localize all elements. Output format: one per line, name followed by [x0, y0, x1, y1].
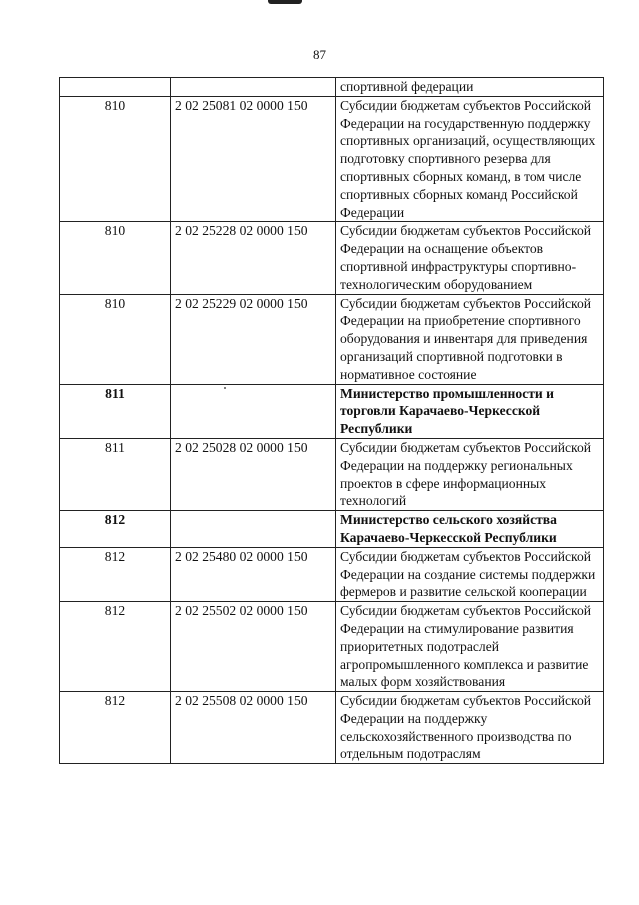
page-number: 87: [313, 47, 326, 62]
admin-code-cell: 810: [60, 96, 171, 222]
description-cell: Субсидии бюджетам субъектов Российской Федерации на оснащение объектов спортивной инфраструктуры спортивно-технологическим оборудованием: [336, 222, 604, 294]
admin-code-cell: 812: [60, 547, 171, 601]
income-code-cell: 2 02 25502 02 0000 150: [171, 602, 336, 692]
budget-classification-table: [59, 77, 604, 764]
income-code-cell: 2 02 25508 02 0000 150: [171, 692, 336, 764]
income-code-cell: [171, 511, 336, 548]
income-code-cell: [171, 384, 336, 438]
table-row: [60, 222, 604, 294]
section-header-row: [60, 384, 604, 438]
admin-code-cell: [60, 78, 171, 97]
description-cell: Министерство сельского хозяйства Карачаево-Черкесской Республики: [336, 511, 604, 548]
income-code-cell: 2 02 25480 02 0000 150: [171, 547, 336, 601]
scan-speck: [224, 387, 226, 389]
description-cell: Субсидии бюджетам субъектов Российской Федерации на приобретение спортивного оборудования и инвентаря для приведения организаций спортивной подготовки в нормативное состояние: [336, 294, 604, 384]
admin-code-cell: 812: [60, 692, 171, 764]
admin-code-cell: 811: [60, 438, 171, 510]
income-code-cell: [171, 78, 336, 97]
income-code-cell: 2 02 25081 02 0000 150: [171, 96, 336, 222]
admin-code-cell: 810: [60, 294, 171, 384]
table-row: [60, 294, 604, 384]
admin-code-cell: 810: [60, 222, 171, 294]
admin-code-cell: 812: [60, 511, 171, 548]
description-cell: Субсидии бюджетам субъектов Российской Федерации на поддержку сельскохозяйственного производства по отдельным подотраслям: [336, 692, 604, 764]
table-row: [60, 547, 604, 601]
page-top-mark: [268, 0, 302, 4]
description-cell: Субсидии бюджетам субъектов Российской Федерации на государственную поддержку спортивных организаций, осуществляющих подготовку спортивного резерва для спортивных сборных команд, в том числе спортивных сборных команд Российской Федерации: [336, 96, 604, 222]
admin-code-cell: 812: [60, 602, 171, 692]
table-row: [60, 602, 604, 692]
description-cell: Министерство промышленности и торговли Карачаево-Черкесской Республики: [336, 384, 604, 438]
description-cell: Субсидии бюджетам субъектов Российской Федерации на стимулирование развития приоритетных подотраслей агропромышленного комплекса и развитие малых форм хозяйствования: [336, 602, 604, 692]
table-row: [60, 96, 604, 222]
income-code-cell: 2 02 25229 02 0000 150: [171, 294, 336, 384]
table-row: [60, 692, 604, 764]
income-code-cell: 2 02 25228 02 0000 150: [171, 222, 336, 294]
admin-code-cell: 811: [60, 384, 171, 438]
table-row: [60, 438, 604, 510]
table-row: [60, 78, 604, 97]
income-code-cell: 2 02 25028 02 0000 150: [171, 438, 336, 510]
description-cell: Субсидии бюджетам субъектов Российской Федерации на поддержку региональных проектов в сфере информационных технологий: [336, 438, 604, 510]
table-body: [60, 78, 604, 764]
section-header-row: [60, 511, 604, 548]
description-cell: Субсидии бюджетам субъектов Российской Федерации на создание системы поддержки фермеров и развитие сельской кооперации: [336, 547, 604, 601]
description-cell: спортивной федерации: [336, 78, 604, 97]
